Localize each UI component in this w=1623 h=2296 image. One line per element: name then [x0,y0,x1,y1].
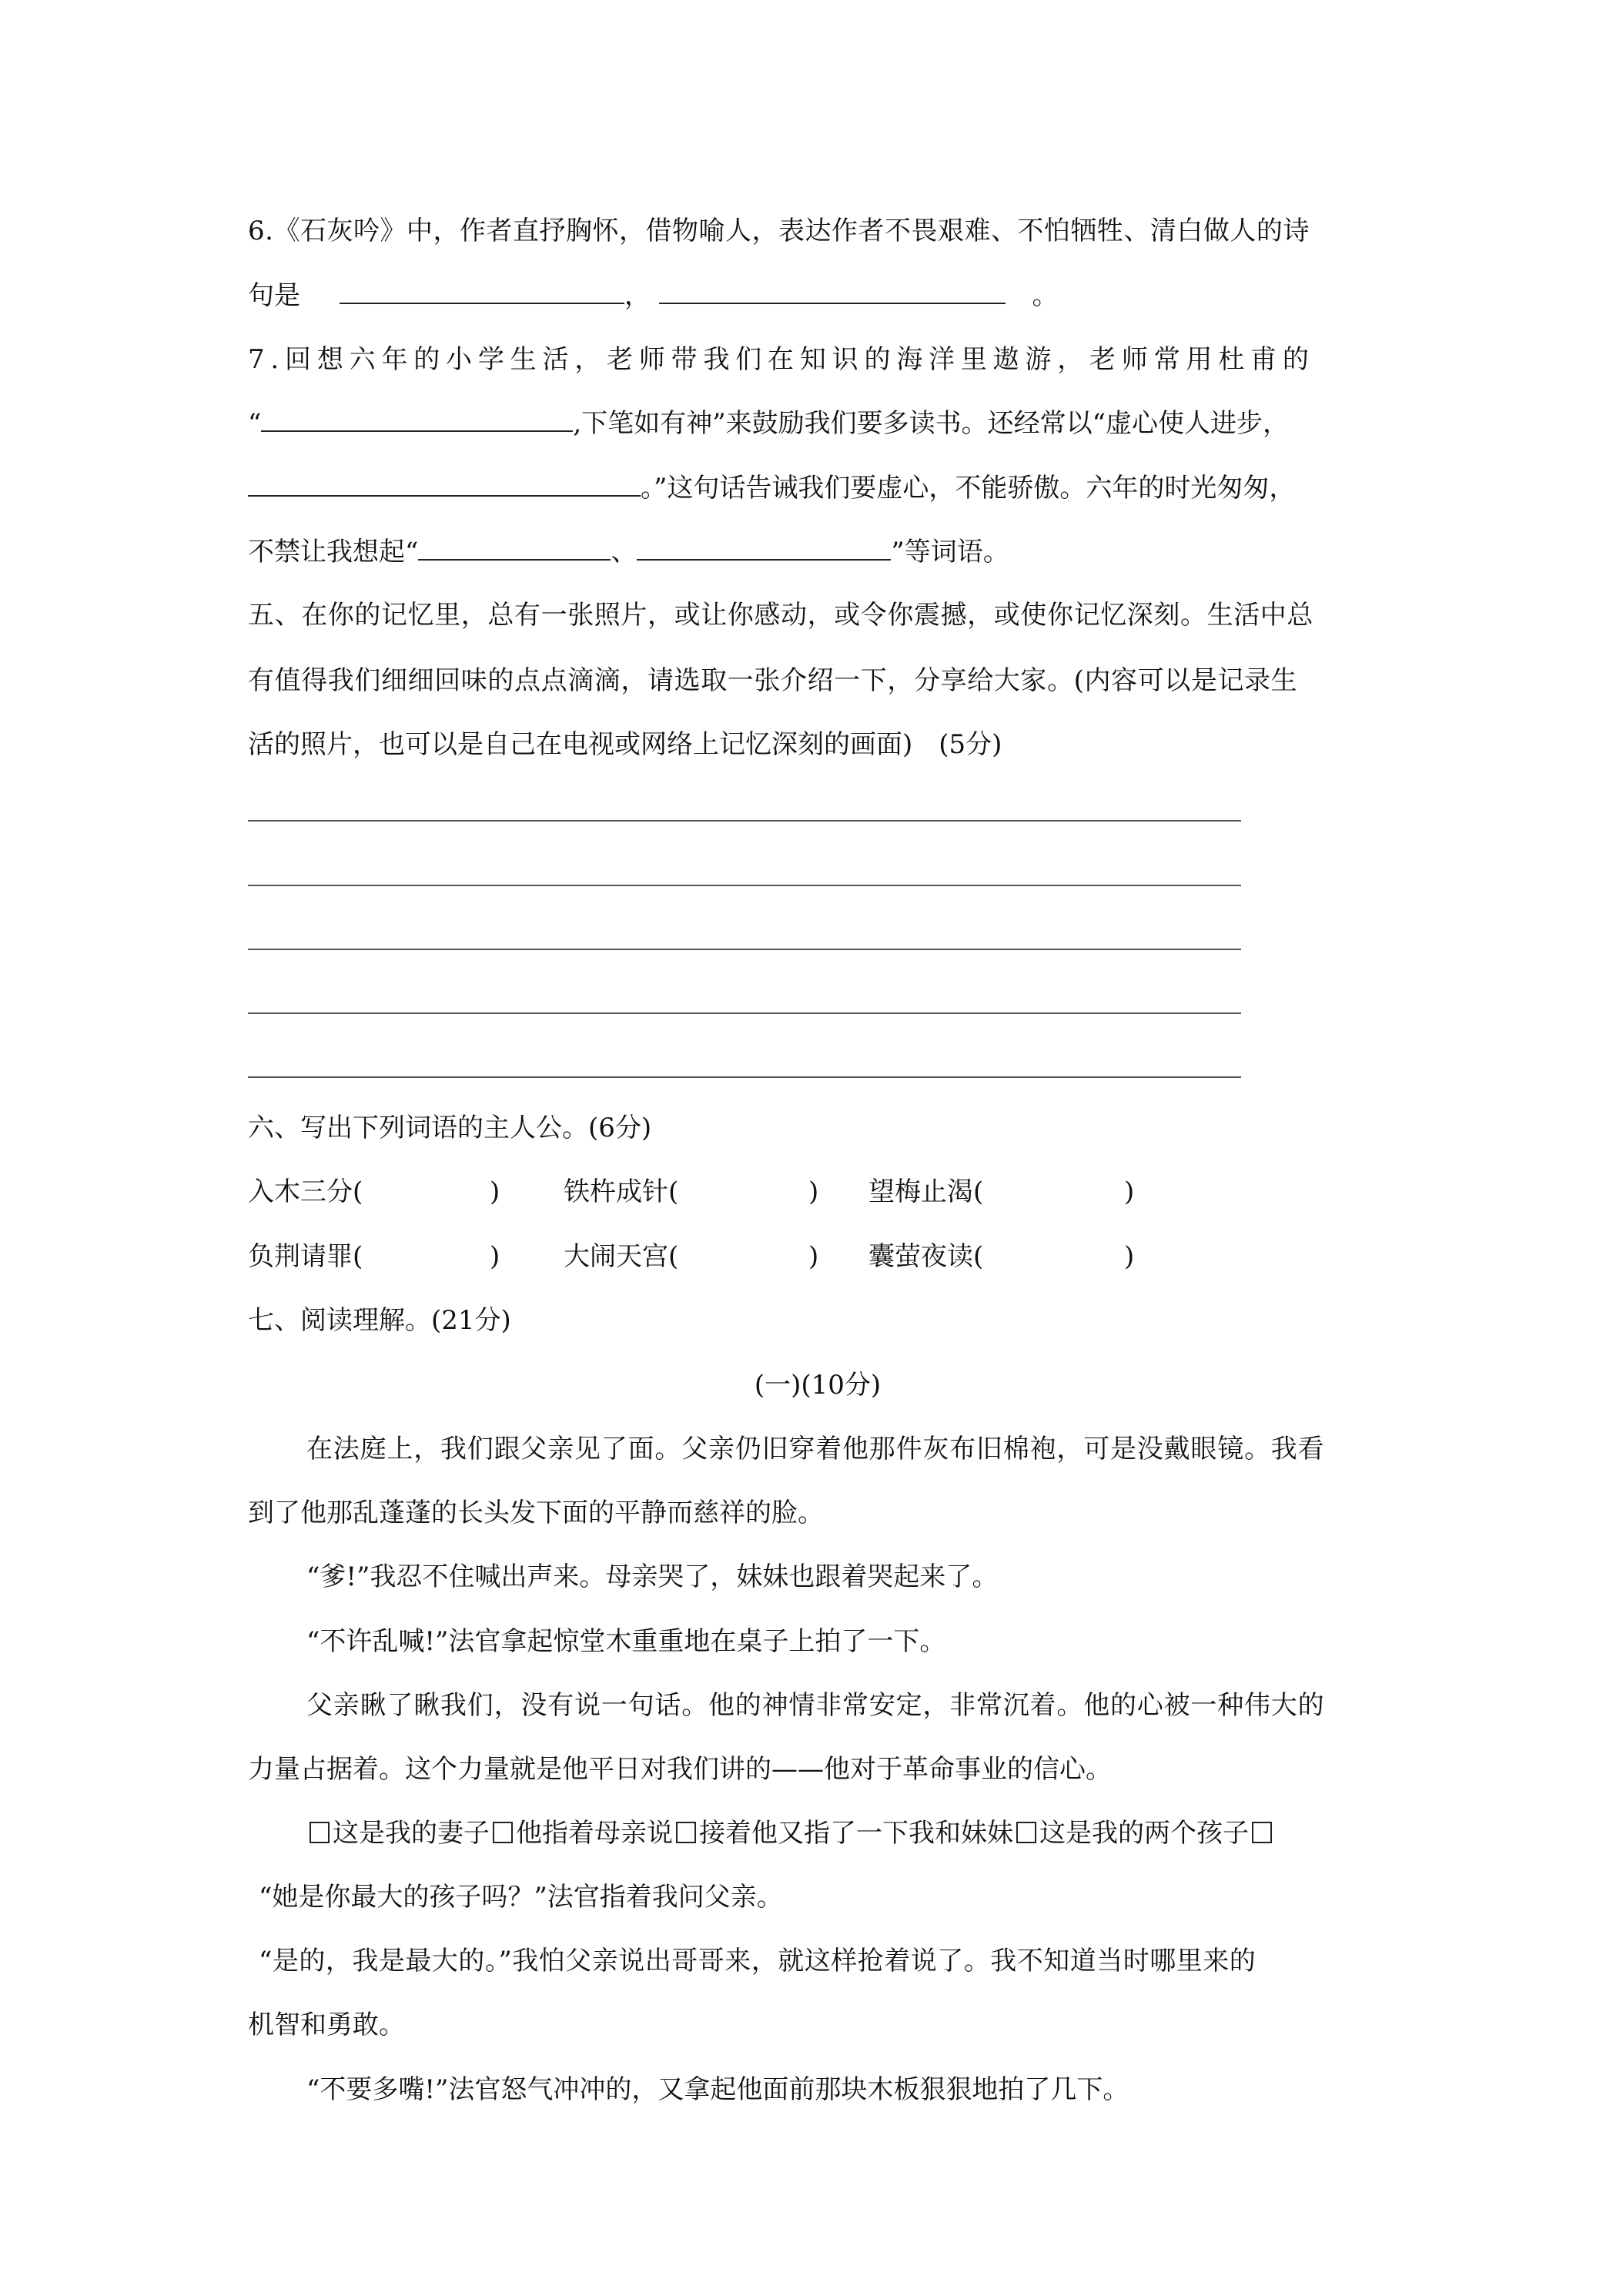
q7-line3-text: 。”这句话告诫我们要虚心，不能骄傲。六年的时光匆匆， [641,473,1296,504]
answer-line-3[interactable] [248,949,1241,950]
q6-end: 。 [1032,280,1059,311]
word-4-close: ) [490,1241,500,1272]
passage-p8: “不要多嘴!”法官怒气冲冲的，又拿起他面前那块木板狠狠地拍了几下。 [306,2074,1129,2105]
word-2-open: 铁杵成针( [564,1176,679,1207]
q7-line1: 7.回想六年的小学生活，老师带我们在知识的海洋里遨游，老师常用杜甫的 [248,344,1315,375]
q7-open-quote: “ [248,408,262,439]
passage-p1-line2: 到了他那乱蓬蓬的长头发下面的平静而慈祥的脸。 [248,1498,824,1528]
p5-part-1: 这是我的妻子 [333,1818,490,1849]
q7-line4-prefix: 不禁让我想起“ [248,537,419,567]
word-1-open: 入木三分( [248,1176,363,1207]
q6-blank-2[interactable] [659,278,1006,304]
q7-line3 [248,470,1387,507]
word-5-open: 大闹天宫( [564,1241,679,1272]
passage-p7-line2: 机智和勇敢。 [248,2010,405,2040]
p5-part-3: 接着他又指了一下我和妹妹 [699,1818,1013,1849]
answer-line-4[interactable] [248,1012,1241,1014]
passage-subtitle: (一)(10分) [754,1370,882,1401]
word-6-open: 囊萤夜读( [868,1241,984,1272]
passage-p4-line2: 力量占据着。这个力量就是他平日对我们讲的——他对于革命事业的信心。 [248,1754,1112,1785]
q5-line3: 活的照片，也可以是自己在电视或网络上记忆深刻的画面) (5分) [248,729,1002,760]
word-3-close: ) [1124,1176,1135,1207]
q6-prefix: 句是 [248,280,300,311]
punct-box-4[interactable] [1016,1822,1036,1843]
q6-blank-1[interactable] [340,278,624,304]
q7-line4-end: ”等词语。 [891,537,1009,567]
p5-part-4: 这是我的两个孩子 [1039,1818,1249,1849]
word-3-open: 望梅止渴( [868,1176,984,1207]
passage-p6: “她是你最大的孩子吗？”法官指着我问父亲。 [259,1882,783,1913]
q7-line4 [248,534,1387,571]
answer-line-2[interactable] [248,885,1241,886]
word-2-close: ) [808,1176,819,1207]
passage-p4-line1: 父亲瞅了瞅我们，没有说一句话。他的神情非常安定，非常沉着。他的心被一种伟大的 [306,1690,1325,1721]
q5-line1: 五、在你的记忆里，总有一张照片，或让你感动，或令你震撼，或使你记忆深刻。生活中总 [248,600,1313,631]
word-4-open: 负荆请罪( [248,1241,363,1272]
q7-line2 [248,405,1387,442]
p5-part-2: 他指着母亲说 [516,1818,673,1849]
passage-p1-line1: 在法庭上，我们跟父亲见了面。父亲仍旧穿着他那件灰布旧棉袍，可是没戴眼镜。我看 [306,1434,1325,1464]
q6-line1: 6.《石灰吟》中，作者直抒胸怀，借物喻人，表达作者不畏艰难、不怕牺牲、清白做人的诗 [248,216,1310,246]
q6-sep: ， [624,280,651,311]
q6-line2 [248,277,1387,314]
q7-blank-4[interactable] [637,534,891,561]
answer-line-1[interactable] [248,820,1241,822]
word-1-close: ) [490,1176,500,1207]
passage-p5 [248,1815,1446,1852]
q7-line4-sep: 、 [611,537,637,567]
answer-line-5[interactable] [248,1076,1241,1078]
q7-blank-1[interactable] [261,406,573,432]
q-six-title: 六、写出下列词语的主人公。(6分) [248,1113,652,1143]
q7-blank-2[interactable] [248,470,641,497]
q7-blank-3[interactable] [418,534,611,561]
punct-box-1[interactable] [310,1822,330,1843]
passage-p7-line1: “是的，我是最大的。”我怕父亲说出哥哥来，就这样抢着说了。我不知道当时哪里来的 [259,1946,1257,1976]
q5-line2: 有值得我们细细回味的点点滴滴，请选取一张介绍一下，分享给大家。(内容可以是记录生 [248,665,1298,696]
punct-box-2[interactable] [493,1822,513,1843]
punct-box-5[interactable] [1252,1822,1272,1843]
q-seven-title: 七、阅读理解。(21分) [248,1305,511,1336]
punct-box-3[interactable] [676,1822,696,1843]
word-5-close: ) [808,1241,819,1272]
q7-line2-text: ,下笔如有神”来鼓励我们要多读书。还经常以“虚心使人进步， [573,408,1289,439]
passage-p2: “爹!”我忍不住喊出声来。母亲哭了，妹妹也跟着哭起来了。 [306,1561,999,1592]
passage-p3: “不许乱喊!”法官拿起惊堂木重重地在桌子上拍了一下。 [306,1626,946,1657]
word-6-close: ) [1124,1241,1135,1272]
